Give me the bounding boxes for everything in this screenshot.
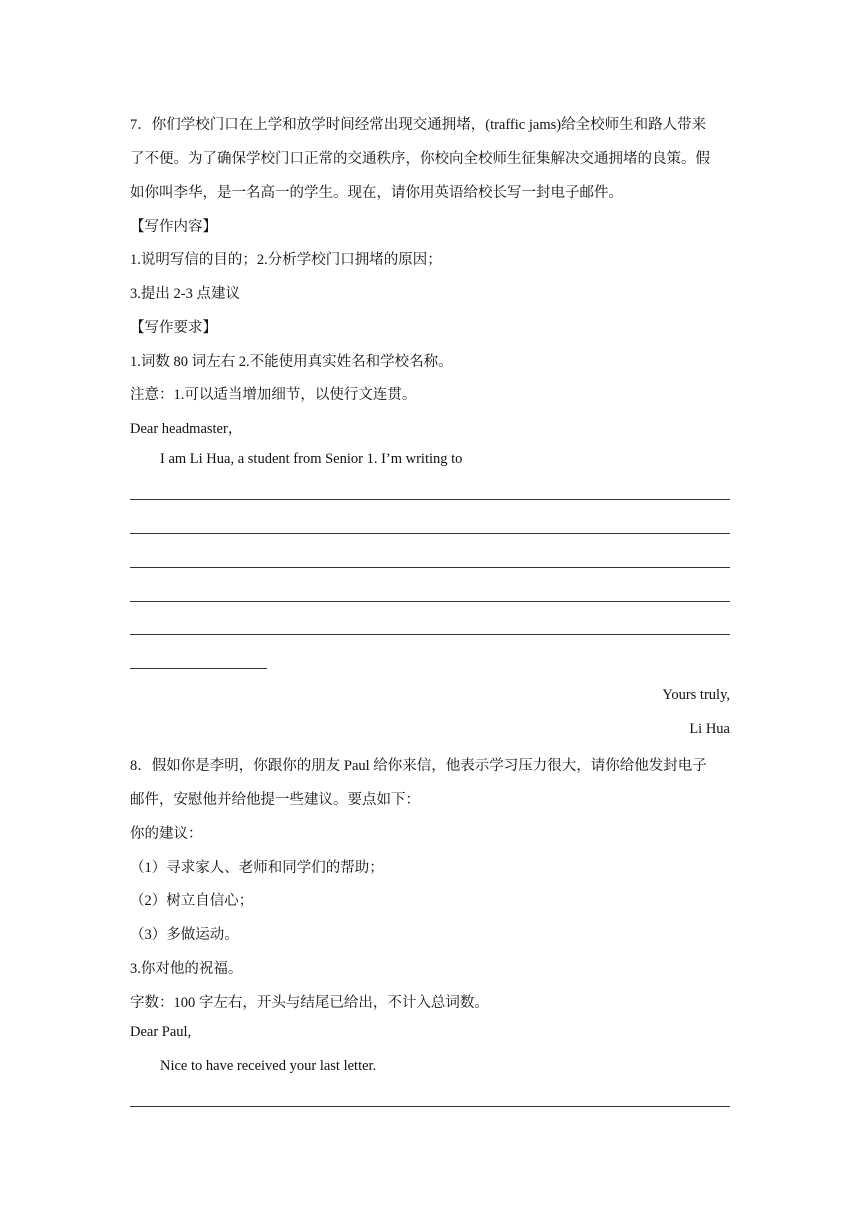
q8-opening-sentence: Nice to have received your last letter. <box>160 1058 377 1074</box>
q7-prompt-line-1: 7．你们学校门口在上学和放学时间经常出现交通拥堵，(traffic jams)给全校师生和路人带来 <box>130 117 707 133</box>
q7-prompt-line-2: 了不便。为了确保学校门口正常的交通秩序，你校向全校师生征集解决交通拥堵的良策。假 <box>130 151 710 167</box>
q7-requirements-heading: 【写作要求】 <box>130 320 217 336</box>
q8-suggestions-heading: 你的建议： <box>130 826 203 842</box>
document-page <box>130 0 730 1216</box>
q8-suggestion-3: （3）多做运动。 <box>130 927 239 943</box>
answer-line <box>130 499 730 500</box>
q7-prompt-line-3: 如你叫李华，是一名高一的学生。现在，请你用英语给校长写一封电子邮件。 <box>130 185 623 201</box>
answer-line <box>130 567 730 568</box>
q8-word-count: 字数：100 字左右，开头与结尾已给出，不计入总词数。 <box>130 995 489 1011</box>
q8-suggestion-2: （2）树立自信心； <box>130 893 254 909</box>
answer-line <box>130 634 730 635</box>
q7-note: 注意：1.可以适当增加细节，以使行文连贯。 <box>130 387 417 403</box>
q7-salutation: Dear headmaster， <box>130 421 243 437</box>
q7-content-item-2: 3.提出 2-3 点建议 <box>130 286 240 302</box>
answer-line <box>130 533 730 534</box>
q8-suggestion-1: （1）寻求家人、老师和同学们的帮助； <box>130 860 384 876</box>
q7-requirements-line: 1.词数 80 词左右 2.不能使用真实姓名和学校名称。 <box>130 354 453 370</box>
answer-line-short <box>130 668 267 669</box>
q8-prompt-line-2: 邮件，安慰他并给他提一些建议。要点如下： <box>130 792 420 808</box>
q7-opening-sentence: I am Li Hua, a student from Senior 1. I’m writing to <box>160 451 463 467</box>
q8-wish: 3.你对他的祝福。 <box>130 961 243 977</box>
q7-content-item-1: 1.说明写信的目的；2.分析学校门口拥堵的原因； <box>130 252 442 268</box>
q7-content-heading: 【写作内容】 <box>130 219 217 235</box>
q7-closing: Yours truly, <box>662 687 730 703</box>
answer-line <box>130 1106 730 1107</box>
q8-salutation: Dear Paul, <box>130 1024 192 1040</box>
answer-line <box>130 601 730 602</box>
q8-prompt-line-1: 8．假如你是李明，你跟你的朋友 Paul 给你来信，他表示学习压力很大，请你给他发封电子 <box>130 758 707 774</box>
q7-signature: Li Hua <box>689 721 730 737</box>
